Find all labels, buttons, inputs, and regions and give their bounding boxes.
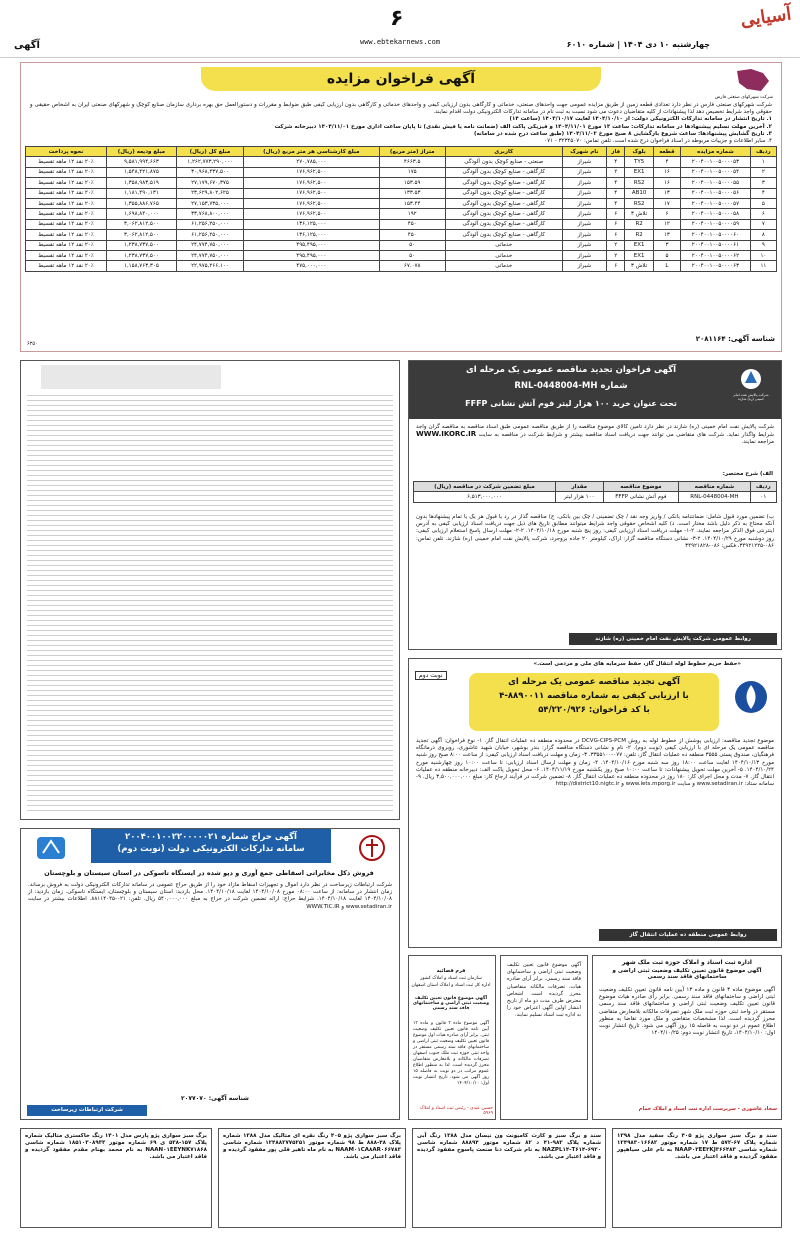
table-cell: ۱۳۶,۱۲۵,۰۰۰: [244, 230, 379, 240]
table-cell: شیراز: [562, 230, 606, 240]
oil-logo: شرکت پالایش نفت امام خمینی (ره) شازند: [729, 367, 773, 401]
table-cell: ۱۰۰ هزار لیتر: [555, 492, 603, 502]
table-cell: ۲۰۰۴۰۰۱۰۰۵۰۰۰۰۵۴: [681, 167, 751, 177]
company-logo: [714, 67, 773, 101]
table-cell: خدماتی: [445, 261, 562, 271]
table-cell: ۲۰۰۴۰۰۱۰۰۵۰۰۰۰۵۸: [681, 209, 751, 219]
table-cell: ۲: [606, 240, 624, 250]
emblem-logo: [357, 833, 387, 865]
table-row: [26, 157, 777, 167]
table-cell: ۳: [653, 240, 680, 250]
table-cell: ۲۰٪ نقد ۱۲ ماهه تقسیط: [26, 188, 107, 198]
table-cell: ۲۰۰۴۰۰۱۰۰۵۰۰۰۰۶۰: [681, 230, 751, 240]
page-header: [0, 0, 800, 58]
zirsakht-ad: [20, 828, 400, 1120]
table-cell: ۴۶۶۳.۵: [379, 157, 445, 167]
table-cell: ۱,۳۵۸,۹۸۳,۵۱۹: [106, 178, 176, 188]
table-row: [26, 167, 777, 177]
table-cell: شیراز: [562, 240, 606, 250]
table-cell: ۶۷.۰۷۸: [379, 261, 445, 271]
auction-table: [25, 146, 777, 272]
table-header: متراژ (متر مربع): [379, 147, 445, 157]
page-number: ۶: [390, 6, 404, 31]
table-cell: شیراز: [562, 178, 606, 188]
table-cell: ۱۲: [653, 219, 680, 229]
table-cell: ۲۳,۶۲۹,۸۰۲,۶۲۵: [176, 188, 243, 198]
auction-title: آگهی فراخوان مزایده: [201, 67, 601, 91]
oil-table: [413, 481, 777, 503]
table-cell: EX1: [625, 250, 653, 260]
table-cell: شیراز: [562, 188, 606, 198]
table-cell: تلاش ۳: [625, 261, 653, 271]
notice-registry-3: فرم قضائیه سازمان ثبت اسناد و املاک کشور اداره کل ثبت اسناد و املاک استان اصفهان آگهی موضوع قانون تعیین تکلیف وضعیت ثبتی اراضی و ساختمانهای فاقد سند رسمی آگهی موضوع ماده ۳ قانون و ماده ۱۳ آیین نامه قانون تعیین تکلیف وضعیت ثبتی. برابر آرای صادره هیات اول موضوع قانون تعیین تکلیف وضعیت ثبتی اراضی و ساختمانهای فاقد سند رسمی مستقر در واحد ثبتی حوزه ثبت ملک جنوب اصفهان تصرفات مالکانه و بلامعارض متقاضیان محرز گردیده است. لذا به منظور اطلاع عموم مراتب در دو نوبت به فاصله ۱۵ روز آگهی می شود. تاریخ انتشار نوبت اول: ۱۴۰۴/۱۰/۱۰ حسین عیدی - رئیس ثبت اسناد و املاک ۵۹۶۹: [408, 955, 496, 1120]
table-cell: ۸: [750, 230, 776, 240]
oil-footer: روابط عمومی شرکت پالایش نفت امام خمینی (ره) شازند: [569, 633, 777, 645]
table-cell: ۱,۱۵۸,۷۶۳,۳۰۵: [106, 261, 176, 271]
table-header: ردیف: [750, 482, 776, 492]
table-cell: ۲۴,۷۷۴,۷۵۰,۰۰۰: [176, 250, 243, 260]
table-cell: خدماتی: [445, 240, 562, 250]
auction-ad: [20, 62, 782, 352]
oil-number: شماره RNL-0448004-MH: [514, 381, 628, 391]
table-header: قطعه: [653, 147, 680, 157]
gas-footer: روابط عمومی منطقه ده عملیات انتقال گاز: [599, 929, 777, 941]
table-cell: ۱,۵۴۸,۴۲۱,۸۷۵: [106, 167, 176, 177]
table-cell: ۳,۰۶۲,۸۱۲,۵۰۰: [106, 230, 176, 240]
table-cell: ۲۴,۷۷۴,۷۵۰,۰۰۰: [176, 240, 243, 250]
notice1-title: اداره ثبت اسناد و املاک حوزه ثبت ملک شهر: [622, 959, 752, 966]
table-cell: کارگاهی - صنایع کوچک بدون آلودگی: [445, 219, 562, 229]
table-cell: TY5: [625, 157, 653, 167]
table-cell: ۰۱: [750, 492, 776, 502]
lost-doc-1: سند و برگ سبز سواری پژو ۴۰۵ رنگ سفید مدل ۱۳۹۸ شماره پلاک ۶۷-۵۷۲ ط ۱۷ شماره موتور ۱۲۴۹۸۳۰۱۶۶۸۲ شماره شاسی NAAP۰۳EE۳KJ۳۶۶۴۸۳ به نام علی سیاهپور مفقود گردیده و فاقد اعتبار می باشد.: [612, 1128, 782, 1228]
table-cell: ۱,۲۶۲,۷۷۳,۲۹۰,۰۰۰: [176, 157, 243, 167]
table-cell: شیراز: [562, 261, 606, 271]
company-name: شرکت شهرکهای صنعتی فارس: [714, 95, 773, 100]
table-cell: تلاش ۳: [625, 209, 653, 219]
table-cell: ۲: [606, 167, 624, 177]
table-cell: RS2: [625, 198, 653, 208]
table-cell: ۳۰,۹۶۸,۴۳۷,۵۰۰: [176, 167, 243, 177]
table-cell: ۱۵۳.۴۴: [379, 198, 445, 208]
table-cell: ۱۳: [653, 230, 680, 240]
site-url[interactable]: www.ebtekarnews.com: [360, 38, 441, 46]
table-header: مبلغ کارشناسی هر متر مربع (ریال): [244, 147, 379, 157]
table-cell: ۱۶: [653, 167, 680, 177]
table-cell: ۲۰٪ نقد ۱۲ ماهه تقسیط: [26, 178, 107, 188]
oil-subject: تحت عنوان خرید ۱۰۰ هزار لیتر فوم آتش نشانی FFFP: [465, 399, 677, 408]
table-cell: صنعتی - صنایع کوچک بدون آلودگی: [445, 157, 562, 167]
table-header: مبلغ کل (ریال): [176, 147, 243, 157]
zir-text: شرکت ارتباطات زیرساخت در نظر دارد اموال و تجهیزات اسقاط مازاد خود را از طریق حراج عمومی در سامانه تدارکات الکترونیکی دولت به فروش برساند. زمان انتشار در سامانه: از ساعت ۰۸:۰۰ مورخ ۱۴۰۴/۱۰/۰۸ لغایت ۱۴۰۴/۱۰/۱۸. محل بازدید: استان سیستان و بلوچستان، ایستگاه تاسوکی. زمان بازدید: از ۱۴۰۴/۱۰/۰۸ لغایت ۱۴۰۴/۱۰/۱۸. شرایط حراج: ارائه تضمین شرکت در حراج به مبلغ ۵۴۰,۰۰۰,۰۰۰ ریال. تلفن: ۰۲۱-۸۸۱۱۴۰۴۵. اطلاعات بیشتر در سایت www.setadiran.ir و WWW.TIC.IR: [28, 882, 392, 910]
table-cell: ۲۲,۹۷۵,۲۶۶,۱۰۰: [176, 261, 243, 271]
oil-tender-ad: [408, 360, 782, 650]
table-cell: ۲۰۰۴۰۰۱۰۰۵۰۰۰۰۵۷: [681, 198, 751, 208]
gas-badge: نوبت دوم: [415, 671, 447, 680]
table-header: مبلغ تضمین شرکت در مناقصه (ریال): [414, 482, 556, 492]
table-cell: ۱۰: [750, 250, 776, 260]
section-title: آگهی: [14, 40, 40, 51]
table-cell: کارگاهی - صنایع کوچک بدون آلودگی: [445, 209, 562, 219]
table-header: مبلغ ودیعه (ریال): [106, 147, 176, 157]
table-cell: ۴۹۵,۴۹۵,۰۰۰: [244, 240, 379, 250]
lost-doc-4: برگ سبز سواری پژو پارس مدل ۱۴۰۱ رنگ خاکستری متالیک شماره پلاک ۱۵۷-۵۳۸ ی ۶۹ شماره موتور ۱۸۵۱۰۳۰۸۹۳۳ شماره شاسی NAAN۰۱EEYNK۷۱۸۶۸ به نام محمد بهنام مقدم مفقود گردیده و فاقد اعتبار می باشد.: [20, 1128, 212, 1228]
table-cell: ۶: [653, 209, 680, 219]
table-cell: ۴: [750, 188, 776, 198]
oil-table-wrap: [413, 481, 777, 503]
notice1-footer: سجاد عاشوری - سرپرست اداره ثبت اسناد و املاک خمام: [638, 1106, 777, 1112]
table-cell: ۱۷۵: [379, 167, 445, 177]
table-row: [26, 261, 777, 271]
table-cell: ۲۰٪ نقد ۱۲ ماهه تقسیط: [26, 250, 107, 260]
telecom-icon: [31, 833, 71, 863]
table-cell: ۹,۵۸۱,۹۹۴,۶۶۳: [106, 157, 176, 167]
table-cell: ۴: [606, 157, 624, 167]
table-cell: ۲۰٪ نقد ۱۲ ماهه تقسیط: [26, 261, 107, 271]
table-cell: ۹: [750, 240, 776, 250]
table-cell: ۲۰٪ نقد ۱۲ ماهه تقسیط: [26, 157, 107, 167]
table-cell: ۲۰۰۴۰۰۱۰۰۵۰۰۰۰۶۱: [681, 240, 751, 250]
blurred-content: [27, 395, 393, 815]
table-cell: شیراز: [562, 198, 606, 208]
table-cell: ۵: [750, 198, 776, 208]
gas-slogan: «حفظ حریم خطوط لوله انتقال گاز، حفظ سرمایه های ملی و مردمی است.»: [533, 661, 741, 667]
table-cell: ۱,۱۸۱,۴۹۰,۱۳۱: [106, 188, 176, 198]
table-row: [26, 240, 777, 250]
zir-title-bar: آگهی حراج شماره ۲۰۰۴۰۰۱۰۰۲۲۰۰۰۰۰۲۱ سامانه تدارکات الکترونیکی دولت (نوبت دوم): [91, 829, 331, 863]
oil-alef: الف) شرح مختصر:: [722, 471, 773, 477]
newspaper-logo: آسیایی: [739, 3, 793, 32]
table-cell: ۵۰: [379, 240, 445, 250]
table-cell: ۶: [750, 209, 776, 219]
map-icon: [733, 67, 773, 93]
table-row: [26, 209, 777, 219]
table-header: فاز: [606, 147, 624, 157]
blurred-ad: [20, 360, 400, 820]
table-cell: ۲۷,۱۵۳,۷۳۵,۰۰۰: [176, 198, 243, 208]
table-cell: شیراز: [562, 167, 606, 177]
table-cell: ۷: [750, 219, 776, 229]
gas-logo: [733, 679, 769, 717]
table-header: شماره مزایده: [681, 147, 751, 157]
table-cell: ۲۰۰۴۰۰۱۰۰۵۰۰۰۰۵۹: [681, 219, 751, 229]
table-row: [26, 250, 777, 260]
table-cell: RS2: [625, 178, 653, 188]
gas-tender-ad: [408, 658, 782, 948]
table-cell: ۱۶: [653, 178, 680, 188]
notice3-text: آگهی موضوع قانون تعیین تکلیف وضعیت ثبتی اراضی و ساختمانهای فاقد سند رسمی. برابر آرای صادره هیات، تصرفات مالکانه متقاضیان محرز گردیده است. اشخاص معترض ظرف مدت دو ماه از تاریخ انتشار اولین آگهی اعتراض خود را به اداره ثبت اسناد تسلیم نمایند.: [507, 962, 581, 1019]
table-cell: ۲۰٪ نقد ۱۲ ماهه تقسیط: [26, 240, 107, 250]
table-cell: ۶۱,۲۵۶,۲۵۰,۰۰۰: [176, 219, 243, 229]
gas-text: موضوع تجدید مناقصه: ارزیابی پوشش از خطوط لوله به روش DCVG-CIPS-PCM در محدوده منطقه ده عملیات انتقال گاز. ۱- نوع فراخوان: آگهی تجدید مناقصه عمومی یک مرحله ای با ارزیابی کیفی (نوبت دوم). ۲- نام و نشانی دستگاه مناقصه گزار: بندر بوشهر، خیابان شهید عاشوری، روبروی درمانگاه فرهنگیان، صندوق پستی ۳۵۵۵ منطقه ده عملیات انتقال گاز، تلفن: ۰۷۷-۳۳۵۵۱۰۰. ۳- زمان و مهلت دریافت اسناد ارزیابی کیفی: از ساعت ۸:۰۰ صبح روز شنبه مورخ ۱۴۰۴/۱۰/۱۳ لغایت ساعت ۱۸:۰۰ روز سه شنبه مورخ ۱۴۰۴/۱۰/۱۶. ۴- زمان و مهلت ارسال اسناد ارزیابی: تا ساعت ۱۰:۰۰ روز چهارشنبه مورخ ۱۴۰۴/۱۰/۲۴. ۵- آخرین مهلت تحویل پیشنهادات: تا ساعت ۱۰:۰۰ صبح روز یکشنبه مورخ ۱۴۰۴/۱۱/۱۹. ۶- محل تحویل پاکت الف: دبیرخانه منطقه ده عملیات انتقال گاز. ۷- مدت و محل اجرای کار: ۱۸۰ روز در محدوده منطقه ده عملیات انتقال گاز. ۸- تضمین شرکت در فرآیند ارجاع کار: مبلغ ۳,۵۰۰,۰۰۰,۰۰۰ ریال. ۹- سامانه ستاد: www.setadiran.ir و سایت www.iets.mporg.ir و http://district10.nigtc.ir: [416, 738, 775, 788]
table-cell: ۱۷: [653, 198, 680, 208]
table-cell: کارگاهی - صنایع کوچک بدون آلودگی: [445, 178, 562, 188]
issue-date: چهارشنبه ۱۰ دی ۱۴۰۴ | شماره ۶۰۱۰: [566, 40, 710, 49]
table-cell: ۲۰٪ نقد ۱۲ ماهه تقسیط: [26, 209, 107, 219]
zir-head: فروش دکل مخابراتی اسقاطی جمع آوری و دپو شده در ایستگاه تاسوکی در استان سیستان و بلوچستان: [44, 869, 374, 877]
refinery-icon: [735, 367, 767, 391]
table-cell: L: [653, 261, 680, 271]
table-header: کاربری: [445, 147, 562, 157]
table-cell: ۴: [606, 178, 624, 188]
table-cell: کارگاهی - صنایع کوچک بدون آلودگی: [445, 198, 562, 208]
oil-intro: شرکت پالایش نفت امام خمینی (ره) شازند در نظر دارد تامین کالای موضوع مناقصه را از طریق مناقصه عمومی طبق اسناد مناقصه به مناقصه گران واجد شرایط واگذار نماید. شرکت های متقاضی می توانند جهت دریافت اسناد مناقصه بیشتر و شرایط شرکت در مناقصه به سایت WWW.IKORC.IR مراجعه نمایند.: [416, 424, 775, 446]
table-row: [26, 188, 777, 198]
table-cell: خدماتی: [445, 250, 562, 260]
table-cell: R2: [625, 219, 653, 229]
notice-registry-2: [500, 955, 588, 1120]
table-cell: ۶: [606, 261, 624, 271]
table-cell: ۲۰۰۴۰۰۱۰۰۵۰۰۰۰۶۲: [681, 250, 751, 260]
table-cell: کارگاهی - صنایع کوچک بدون آلودگی: [445, 230, 562, 240]
table-header: شماره مناقصه: [679, 482, 751, 492]
table-cell: ۱۵۳.۵۹: [379, 178, 445, 188]
table-cell: ۱۳۶,۱۲۵,۰۰۰: [244, 219, 379, 229]
table-cell: ۱,۲۳۸,۷۳۷,۵۰۰: [106, 240, 176, 250]
table-cell: ۲۰٪ نقد ۱۲ ماهه تقسیط: [26, 198, 107, 208]
table-cell: ۶۱,۲۵۶,۲۵۰,۰۰۰: [176, 230, 243, 240]
notice1-text: آگهی موضوع ماده ۳ قانون و ماده ۱۳ آیین نامه قانون تعیین تکلیف وضعیت ثبتی اراضی و ساختمانهای فاقد سند رسمی. برابر رأی صادره هیات موضوع قانون تعیین تکلیف وضعیت ثبتی اراضی و ساختمانهای فاقد سند رسمی مستقر در واحد ثبتی حوزه ثبت ملک شهر تصرفات مالکانه بلامعارض متقاضی محرز گردیده است. لذا مشخصات متقاضی و ملک مورد تقاضا به منظور اطلاع عموم در دو نوبت به فاصله ۱۵ روز آگهی می شود. تاریخ انتشار نوبت اول: ۱۴۰۴/۱۰/۱۰، تاریخ انتشار نوبت دوم: ۱۴۰۴/۱۰/۲۵: [599, 987, 775, 1037]
table-cell: شیراز: [562, 157, 606, 167]
table-cell: ۲۰۰۴۰۰۱۰۰۵۰۰۰۰۵۶: [681, 188, 751, 198]
oil-title-bar: [409, 361, 781, 419]
table-header: ردیف: [750, 147, 776, 157]
table-row: [414, 492, 777, 502]
table-cell: ۵: [653, 250, 680, 260]
lost-doc-3: برگ سبز سواری پژو ۴۰۵ رنگ نقره ای متالیک مدل ۱۳۸۸ شماره پلاک ۴۸-۸۸۸ ط ۹۸ شماره موتور ۱۲۴۸۸۲۷۷۵۲۵۱ شماره شاسی NAAM۰۱CA۸AR۰۶۶۷۸۳ به نام ماه تاهیر قلی پور مفقود گردیده و فاقد اعتبار می باشد.: [218, 1128, 406, 1228]
table-header: نحوه پرداخت: [26, 147, 107, 157]
flame-icon: [733, 679, 769, 715]
auction-table-wrap: [25, 146, 777, 272]
table-cell: ۴۹۵,۴۹۵,۰۰۰: [244, 250, 379, 260]
gas-title-box: آگهی تجدید مناقصه عمومی یک مرحله ای با ارزیابی کیفی به شماره مناقصه ۸۸۹۰۰۱۱-۴ با کد فراخوان: ۵۴/۲۲۰/۹۲۶: [469, 673, 719, 731]
table-header: نام شهرک: [562, 147, 606, 157]
table-cell: ۲: [750, 167, 776, 177]
table-cell: ۲۰٪ نقد ۱۲ ماهه تقسیط: [26, 167, 107, 177]
auction-shenase: شناسه آگهی: ۲۰۸۱۱۶۴: [695, 335, 775, 343]
table-cell: ۴: [653, 157, 680, 167]
table-cell: ۶: [606, 230, 624, 240]
zir-footer: شرکت ارتباطات زیرساخت: [27, 1105, 147, 1116]
table-cell: ۴: [606, 198, 624, 208]
table-cell: ۱۷۶,۹۶۲,۵۰۰: [244, 188, 379, 198]
table-cell: ۱۹۲: [379, 209, 445, 219]
table-cell: ۶,۵۱۳,۰۰۰,۰۰۰: [414, 492, 556, 502]
table-row: [26, 219, 777, 229]
table-cell: ۱: [750, 157, 776, 167]
table-cell: EX1: [625, 240, 653, 250]
table-cell: شیراز: [562, 219, 606, 229]
table-cell: AB10: [625, 188, 653, 198]
table-cell: RNL-0448004-MH: [679, 492, 751, 502]
table-cell: ۶: [606, 219, 624, 229]
table-cell: ۱۷۶,۹۶۲,۵۰۰: [244, 167, 379, 177]
table-cell: ۲۰٪ نقد ۱۲ ماهه تقسیط: [26, 230, 107, 240]
table-cell: ۲۰۰۴۰۰۱۰۰۵۰۰۰۰۵۵: [681, 178, 751, 188]
table-row: [26, 230, 777, 240]
table-cell: شیراز: [562, 250, 606, 260]
auction-code: ۶۳۵۰: [27, 341, 38, 347]
zir-logo: [31, 833, 71, 865]
table-cell: ۱۱: [750, 261, 776, 271]
table-cell: ۴۵۰: [379, 230, 445, 240]
table-cell: ۲۷,۱۷۹,۶۷۰,۳۷۵: [176, 178, 243, 188]
table-header: موضوع مناقصه: [603, 482, 679, 492]
table-row: [26, 198, 777, 208]
table-cell: ۳,۰۶۲,۸۱۲,۵۰۰: [106, 219, 176, 229]
table-cell: EX1: [625, 167, 653, 177]
table-row: [26, 178, 777, 188]
oil-site[interactable]: WWW.IKORC.IR: [416, 430, 477, 439]
table-cell: ۴: [606, 188, 624, 198]
table-cell: ۱۳: [653, 188, 680, 198]
table-header: بلوک: [625, 147, 653, 157]
notice1-sub: آگهی موضوع قانون تعیین تکلیف وضعیت ثبتی اراضی و ساختمانهای فاقد سند رسمی: [612, 968, 762, 980]
table-cell: ۱۷۶,۹۶۲,۵۰۰: [244, 209, 379, 219]
table-cell: ۲۰۰۴۰۰۱۰۰۵۰۰۰۰۶۳: [681, 261, 751, 271]
table-cell: ۲۷۰,۷۸۵,۰۰۰: [244, 157, 379, 167]
table-cell: ۶: [606, 209, 624, 219]
table-cell: ۳: [750, 178, 776, 188]
table-cell: ۲۰۰۴۰۰۱۰۰۵۰۰۰۰۵۳: [681, 157, 751, 167]
table-cell: ۱۷۶,۹۶۲,۵۰۰: [244, 178, 379, 188]
table-cell: ۱۳۳.۵۳: [379, 188, 445, 198]
table-cell: ۳۳,۷۶۸,۸۰۰,۰۰۰: [176, 209, 243, 219]
table-header: مقدار: [555, 482, 603, 492]
table-cell: R2: [625, 230, 653, 240]
table-cell: ۱,۳۵۵,۸۸۶,۷۶۵: [106, 198, 176, 208]
table-cell: ۱,۶۹۸,۸۴۰,۰۰۰: [106, 209, 176, 219]
oil-title: آگهی فراخوان تجدید مناقصه عمومی یک مرحله ای: [465, 365, 677, 375]
table-cell: ۱۷۶,۹۶۲,۵۰۰: [244, 198, 379, 208]
table-cell: ۴۵۰: [379, 219, 445, 229]
table-cell: کارگاهی - صنایع کوچک بدون آلودگی: [445, 167, 562, 177]
table-cell: ۲۰٪ نقد ۱۲ ماهه تقسیط: [26, 219, 107, 229]
table-cell: ۵۰: [379, 250, 445, 260]
table-cell: ۲: [606, 250, 624, 260]
table-cell: فوم آتش نشانی FFFP: [603, 492, 679, 502]
auction-text: شرکت شهرکهای صنعتی فارس در نظر دارد تعدادی قطعه زمین از طریق مزایده عمومی جهت واحدهای صنعتی، خدماتی و کارگاهی بدون ارزیابی کیفی و واحدهای خدماتی و کارگاهی بدون ارزیابی کیفی طبق ضوابط و مقررات و دستورالعمل حق بهره برداری سازمان صنایع کوچک و شهرکهای صنعتی ایران به اشخاص حقیقی و حقوقی واجد شرایط تخصیص دهد لذا پیشنهادات از کلیه متقاضیان دعوت می شود نسبت به ثبت نام در سامانه تدارکات الکترونیکی دولت اقدام نمایند. ۱. تاریخ انتشار در سامانه تدارکات الکترونیکی دولت: از ۱۴۰۴/۱۰/۱۰ لغایت ۱۴۰۴/۱۰/۱۷ (ساعت ۱۴) ۲. آخرین مهلت تسلیم پیشنهادها در سامانه تدارکات: ساعت ۱۳ مورخ ۱۴۰۴/۱۱/۰۱ و فیزیکی پاکت الف (ضمانت نامه یا فیش نقدی) تا پایان ساعت اداری مورخ ۱۴۰۴/۱۱/۰۱ دبیرخانه شرکت ۳. تاریخ گشایش پیشنهادها: ساعت شروع بازگشایی ۸ صبح مورخ ۱۴۰۴/۱۱/۰۲ (طبق ساعت درج شده در سامانه) ۴. سایر اطلاعات و جزییات مربوطه در اسناد فراخوان درج شده است. تلفن تماس: ۳۲۳۴۵۰۷۰ - ۰۷۱: [30, 102, 772, 145]
table-cell: ۴۷۵,۰۰۰,۰۰۰: [244, 261, 379, 271]
notice-registry-1: [592, 955, 782, 1120]
emblem-icon: [357, 833, 387, 863]
lost-doc-2: سند و برگ سبز و کارت کامیونت ون نیسان مدل ۱۳۸۸ رنگ آبی شماره پلاک ۹۸۳-۴۱ د ۸۲ شماره موتور ۸۸۸۹۴ شماره شاسی NAZPL۱۴-T۶۱۴-۶۹۲۰ به نام شرکت دنا صنعت پاسوج مفقود گردیده و فاقد اعتبار می باشد.: [412, 1128, 606, 1228]
zir-shenase: شناسه آگهی: ۲۰۷۷۰۷۰: [181, 1095, 249, 1102]
oil-text: ب) تضمین مورد قبول شامل: ضمانتنامه بانکی / واریز وجه نقد / چک تضمینی / چک بین بانکی. ج) مناقصه گذار در رد یا قبول هر یک یا تمام پیشنهادها بدون آنکه محتاج به ذکر دلیل باشد مختار است. د) کلیه اشخاص حقوقی واجد شرایط میتوانند مطابق تاریخ های ذیل جهت دریافت اسناد ارزیابی کیفی به آدرس اینترنتی فوق الذکر مراجعه نمایند. ۲-۱- مهلت دریافت اسناد ارزیابی کیفی: روز پنج شنبه مورخ ۱۴۰۴/۱۰/۱۸. ۲-۲- مهلت ارسال پاسخ استعلام ارزیابی کیفی: روز دوشنبه مورخ ۱۴۰۴/۱۰/۲۹. ۲-۳- نشانی دستگاه مناقصه گزار: اراک، کیلومتر ۲۰ جاده بروجرد، شرکت پالایش نفت امام خمینی (ره) شازند. تلفن تماس: ۰۸۶-۳۴۹۲۱۲۲۵، فکس: ۰۸۶-۳۴۹۲۱۸۲۸: [416, 514, 775, 549]
table-cell: ۱,۲۳۸,۷۳۷,۵۰۰: [106, 250, 176, 260]
table-cell: شیراز: [562, 209, 606, 219]
table-cell: کارگاهی - صنایع کوچک بدون آلودگی: [445, 188, 562, 198]
